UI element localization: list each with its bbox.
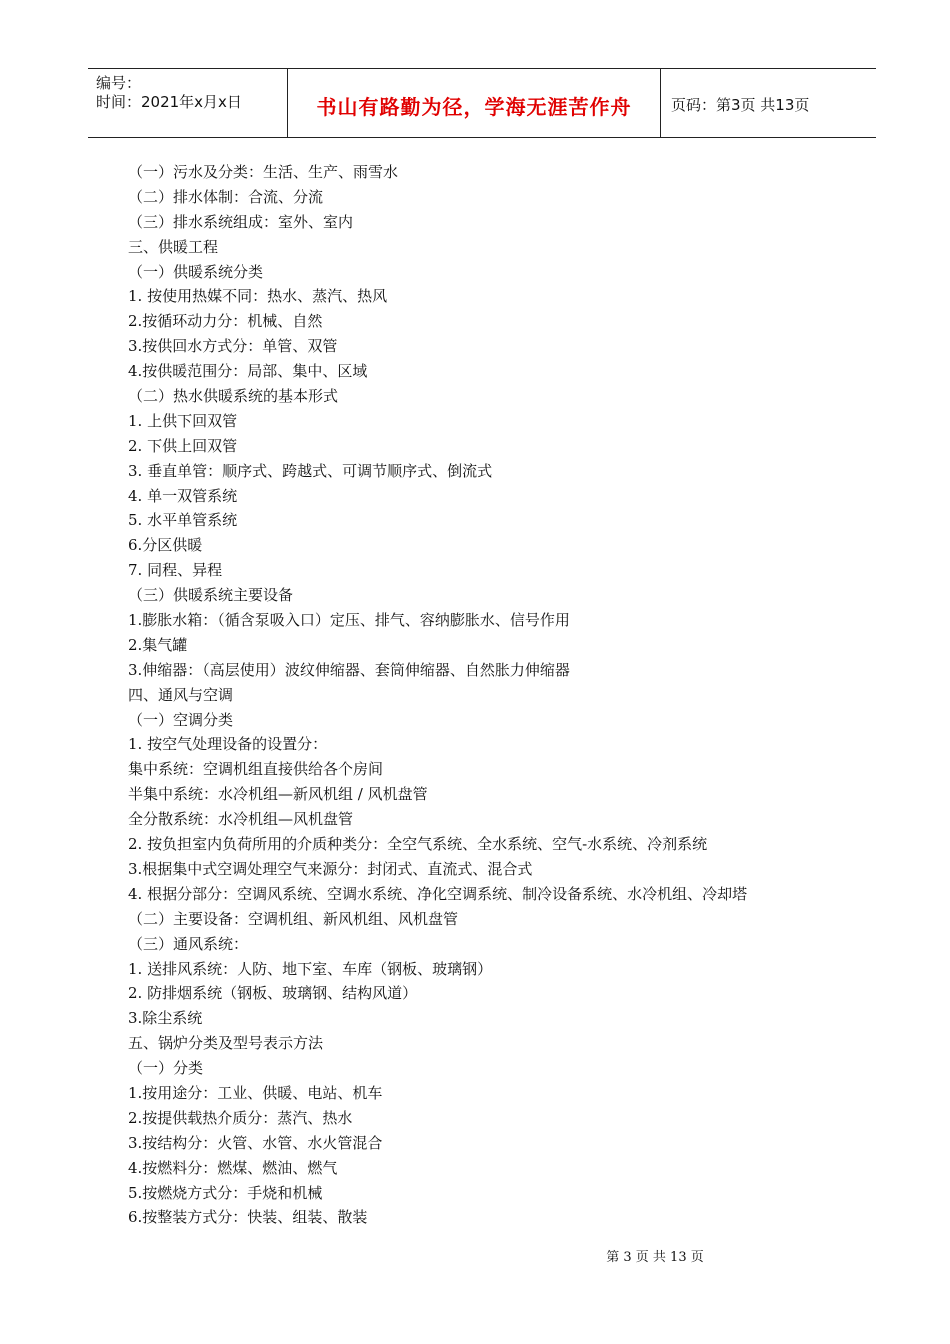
text-line: 3.根据集中式空调处理空气来源分：封闭式、直流式、混合式: [128, 859, 533, 878]
text-line: 6.按整装方式分：快装、组装、散装: [128, 1208, 368, 1227]
text-line: 5.按燃烧方式分：手烧和机械: [128, 1183, 323, 1202]
header-page-cell: [661, 69, 876, 137]
header-motto: 书山有路勤为径，学海无涯苦作舟: [316, 95, 632, 119]
text-line: 1.按用途分：工业、供暖、电站、机车: [128, 1083, 383, 1102]
text-line: （二）热水供暖系统的基本形式: [128, 387, 339, 406]
text-line: （一）供暖系统分类: [128, 262, 264, 281]
text-line: 4. 根据分部分：空调风系统、空调水系统、净化空调系统、制冷设备系统、水冷机组、冷却塔: [128, 884, 748, 903]
header-meta-cell: [88, 69, 288, 137]
text-line: 3.按供回水方式分：单管、双管: [128, 337, 338, 356]
page-footer: 第 3 页 共 13 页: [606, 1250, 704, 1265]
text-line: （一）污水及分类：生活、生产、雨雪水: [128, 163, 399, 181]
text-line: 1. 按空气处理设备的设置分：: [128, 735, 328, 754]
text-line: 三、供暖工程: [128, 237, 219, 256]
document-time-label: 时间：2021年x月x日: [96, 93, 242, 111]
text-line: （二）主要设备：空调机组、新风机组、风机盘管: [128, 909, 459, 928]
text-line: 2.集气罐: [128, 635, 188, 654]
text-line: 3.按结构分：火管、水管、水火管混合: [128, 1133, 383, 1152]
text-line: 2.按提供载热介质分：蒸汽、热水: [128, 1108, 353, 1127]
text-line: 1. 上供下回双管: [128, 411, 238, 430]
header-motto-cell: [288, 69, 661, 137]
text-line: 7. 同程、异程: [128, 561, 223, 580]
text-line: 3.除尘系统: [128, 1009, 203, 1028]
text-line: （一）空调分类: [128, 710, 234, 729]
text-line: （二）排水体制：合流、分流: [128, 187, 324, 206]
text-line: 五、锅炉分类及型号表示方法: [128, 1034, 324, 1053]
text-line: 1. 按使用热媒不同：热水、蒸汽、热风: [128, 287, 388, 306]
text-line: 1. 送排风系统：人防、地下室、车库（钢板、玻璃钢）: [128, 959, 493, 978]
text-line: 5. 水平单管系统: [128, 511, 238, 530]
text-line: 4.按供暖范围分：局部、集中、区域: [128, 362, 368, 381]
text-line: 半集中系统：水冷机组—新风机组 / 风机盘管: [128, 785, 428, 804]
text-line: 2.按循环动力分：机械、自然: [128, 312, 323, 331]
text-line: 4. 单一双管系统: [128, 486, 238, 505]
document-number-label: 编号：: [96, 74, 142, 92]
text-line: （三）排水系统组成：室外、室内: [128, 212, 354, 231]
header-page-info: 页码：第3页 共13页: [671, 96, 810, 114]
text-line: 全分散系统：水冷机组—风机盘管: [128, 810, 354, 829]
text-line: （三）通风系统：: [128, 934, 249, 953]
header-table: [88, 68, 876, 138]
text-line: 四、通风与空调: [128, 685, 234, 704]
text-line: 3. 垂直单管：顺序式、跨越式、可调节顺序式、倒流式: [128, 461, 493, 480]
text-line: （三）供暖系统主要设备: [128, 586, 294, 605]
document-body: [128, 160, 868, 1230]
text-line: 集中系统：空调机组直接供给各个房间: [128, 760, 384, 779]
text-line: 1.膨胀水箱：（循含泵吸入口）定压、排气、容纳膨胀水、信号作用: [128, 611, 570, 630]
text-line: 2. 下供上回双管: [128, 436, 238, 455]
text-line: 4.按燃料分：燃煤、燃油、燃气: [128, 1158, 338, 1177]
text-line: 2. 防排烟系统（钢板、玻璃钢、结构风道）: [128, 984, 418, 1003]
text-line: （一）分类: [128, 1059, 204, 1078]
text-line: 6.分区供暖: [128, 536, 203, 555]
text-line: 3.伸缩器：（高层使用）波纹伸缩器、套筒伸缩器、自然胀力伸缩器: [128, 660, 570, 679]
text-line: 2. 按负担室内负荷所用的介质种类分：全空气系统、全水系统、空气-水系统、冷剂系统: [128, 835, 708, 854]
